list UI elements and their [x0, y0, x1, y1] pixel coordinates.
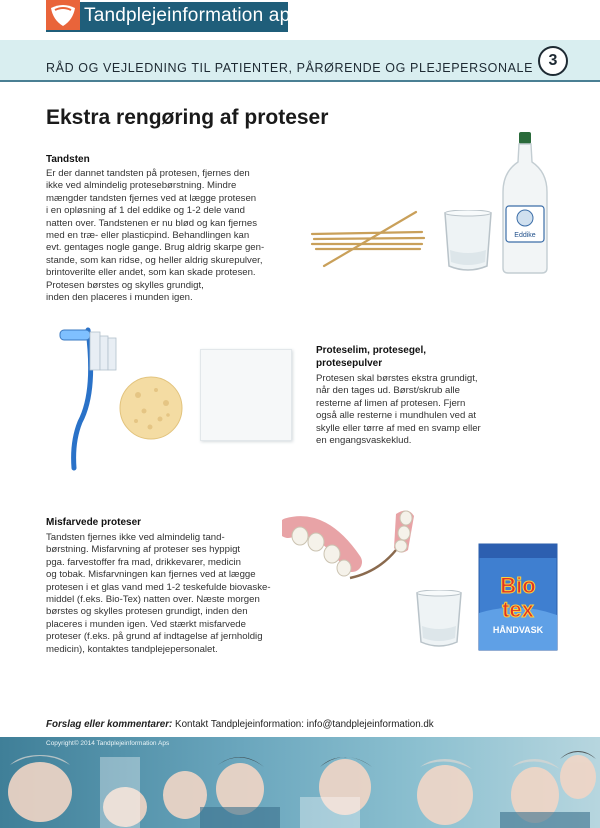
feedback-label: Forslag eller kommentarer:: [46, 719, 173, 730]
section-body-proteselim: Protesen skal børstes ekstra grundigt, når den tages ud. Børst/skrub alle resterne af limen af protesen. Fjern også alle resterne i mundhulen ved at skylle eller tørre af med en svamp eller en engangsvaskeklud.: [316, 373, 481, 447]
section-body-misfarvede: Tandsten fjernes ikke ved almindelig tand- børstning. Misfarvning af proteser ses hyppigt pga. farvestoffer fra mad, drikkevarer, medicin og tobak. Misfarvningen kan fjernes ved at lægge protesen i et glas vand med 1-2 teskefulde biovaske- middel (f.eks. Bio-Tex) natten over. Næste morgen børstes og skylles protesen grundigt, inden den placeres i munden igen. Ved stærkt misfarvede proteser (f.eks. på grund af indtagelse af jernholdig medicin), kontaktes tandplejepersonalet.: [46, 532, 271, 655]
copyright: Copyright© 2014 Tandplejeinformation Aps: [46, 740, 170, 747]
tooth-logo-icon: [46, 0, 80, 30]
vinegar-bottle-image: [500, 132, 550, 274]
partial-denture-image: [282, 500, 422, 592]
biotex-box-image: [478, 543, 558, 651]
section-heading-misfarvede: Misfarvede proteser: [46, 517, 142, 528]
water-glass-image: [442, 210, 494, 274]
section-body-tandsten: Er der dannet tandsten på protesen, fjernes den ikke ved almindelig protesebørstning. Mindre mængder tandsten fjernes ved at lægge protesen i en opløsning af 1 del eddike og 1-2 dele vand natten over. Tandstenen er nu blød og kan fjernes med en træ- eller plasticpind. Behandlingen kan evt. gentages nogle gange. Brug aldrig skarpe gen- stande, som kan ridse, og heller aldrig skurepulver, brintoverilte eller andet, som kan skade protesen. Protesen børstes og skylles grundigt, inden den placeres i munden igen.: [46, 168, 265, 304]
biotex-label-top: Bio: [500, 573, 536, 598]
denture-brush-image: [58, 322, 124, 472]
page-title: Ekstra rengøring af proteser: [46, 106, 329, 129]
water-glass-image-2: [414, 590, 464, 650]
section-heading-proteselim-line1: Proteselim, protesegel,: [316, 345, 427, 356]
feedback-line: [46, 719, 434, 730]
biotex-label-sub: HÅNDVASK: [492, 625, 544, 635]
logo-text: Tandplejeinformation aps.: [84, 5, 306, 26]
toothpicks-image: [308, 208, 428, 270]
sponge-image: [118, 375, 184, 441]
vinegar-label: Eddike: [514, 232, 536, 239]
feedback-contact[interactable]: Kontakt Tandplejeinformation: info@tandplejeinformation.dk: [172, 719, 434, 730]
page-number: 3: [538, 46, 568, 76]
section-heading-proteselim-line2: protesepulver: [316, 358, 383, 369]
biotex-label-bottom: tex: [502, 597, 534, 622]
subtitle: RÅD OG VEJLEDNING TIL PATIENTER, PÅRØRENDE OG PLEJEPERSONALE: [46, 61, 534, 75]
washcloth-image: [200, 349, 292, 441]
people-photo-collage: [0, 737, 600, 828]
section-heading-tandsten: Tandsten: [46, 154, 90, 165]
footer-photo-strip: [0, 737, 600, 828]
